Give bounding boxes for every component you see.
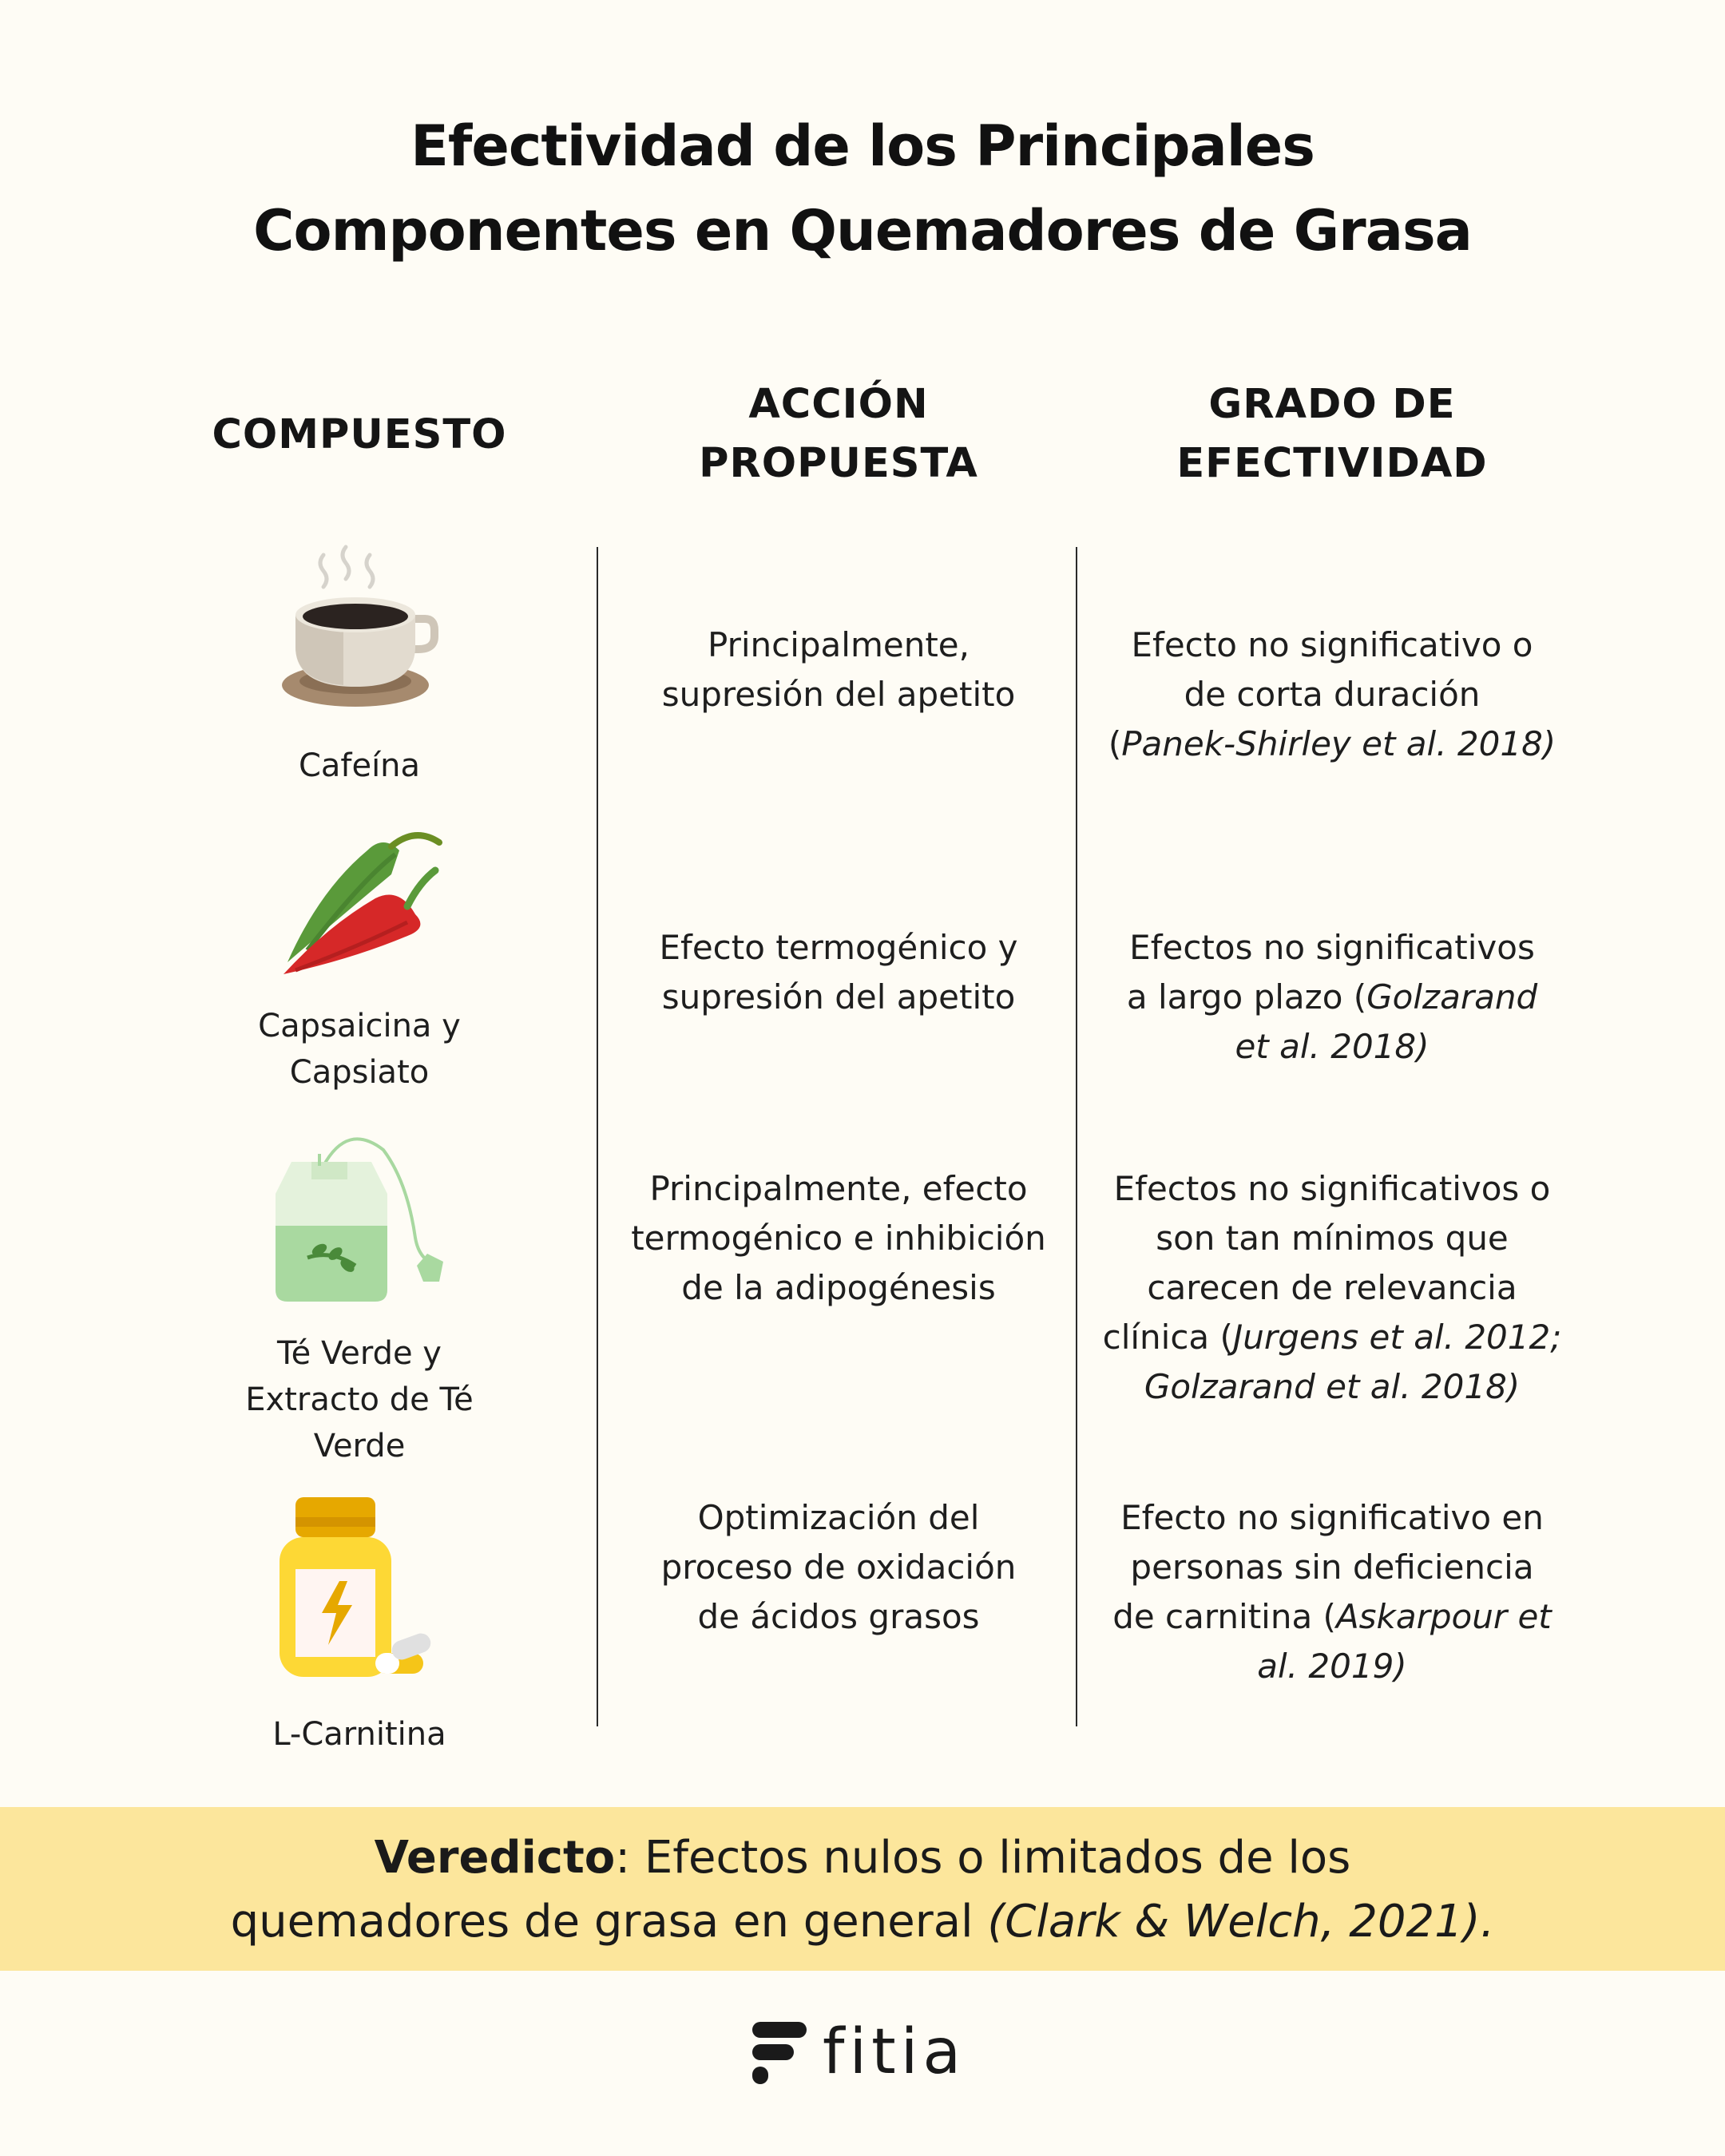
green-tea-bag-icon [260, 1130, 459, 1306]
brand-name: fitia [823, 2016, 966, 2088]
verdict-label: Veredicto [374, 1832, 616, 1884]
header-effect-line2: EFECTIVIDAD [1176, 440, 1488, 487]
compound-name-carnitine: L-Carnitina [272, 1716, 446, 1753]
header-effect-line1: GRADO DE [1208, 381, 1456, 428]
title-line-1: Efectividad de los Principales [410, 113, 1315, 179]
effect-green-tea: Efectos no significativos o son tan mínimos que carecen de relevancia clínica (Jurgens et al. 2012; Golzarand et al. 2018) [1102, 1169, 1562, 1406]
coffee-cup-icon [276, 539, 443, 715]
action-carnitine: Optimización del proceso de oxidación de ácidos grasos [660, 1498, 1017, 1636]
compound-name-green-tea: Té Verde y Extracto de Té Verde [245, 1335, 474, 1464]
effect-caffeine: Efecto no significativo o de corta duración (Panek-Shirley et al. 2018) [1108, 625, 1556, 763]
header-action [615, 375, 1062, 493]
title-line-2: Componentes en Quemadores de Grasa [253, 198, 1472, 264]
effect-capsaicin: Efectos no significativos a largo plazo (Golzarand et al. 2018) [1126, 928, 1538, 1066]
effect-carnitine: Efecto no significativo en personas sin deficiencia de carnitina (Askarpour et al. 2019) [1112, 1498, 1552, 1686]
compound-name-caffeine: Cafeína [298, 747, 421, 784]
verdict-reference: (Clark & Welch, 2021). [987, 1896, 1495, 1948]
chili-peppers-icon [272, 826, 447, 986]
action-caffeine: Principalmente, supresión del apetito [661, 625, 1016, 714]
supplement-bottle-icon [272, 1493, 447, 1693]
header-compound: COMPUESTO [212, 411, 507, 458]
column-divider-2 [1076, 547, 1077, 1726]
header-action-line1: ACCIÓN [748, 381, 929, 428]
header-effectiveness [1092, 375, 1572, 493]
action-capsaicin: Efecto termogénico y supresión del apetito [659, 928, 1018, 1017]
page-title [0, 104, 1725, 273]
column-divider-1 [597, 547, 598, 1726]
action-green-tea: Principalmente, efecto termogénico e inhibición de la adipogénesis [631, 1169, 1046, 1307]
verdict-banner: Veredicto: Efectos nulos o limitados de los quemadores de grasa en general (Clark & Welch, 2021). [0, 1807, 1725, 1971]
header-action-line2: PROPUESTA [699, 440, 978, 487]
compound-name-capsaicin: Capsaicina y Capsiato [258, 1008, 461, 1091]
fitia-logo-icon [748, 2017, 811, 2089]
